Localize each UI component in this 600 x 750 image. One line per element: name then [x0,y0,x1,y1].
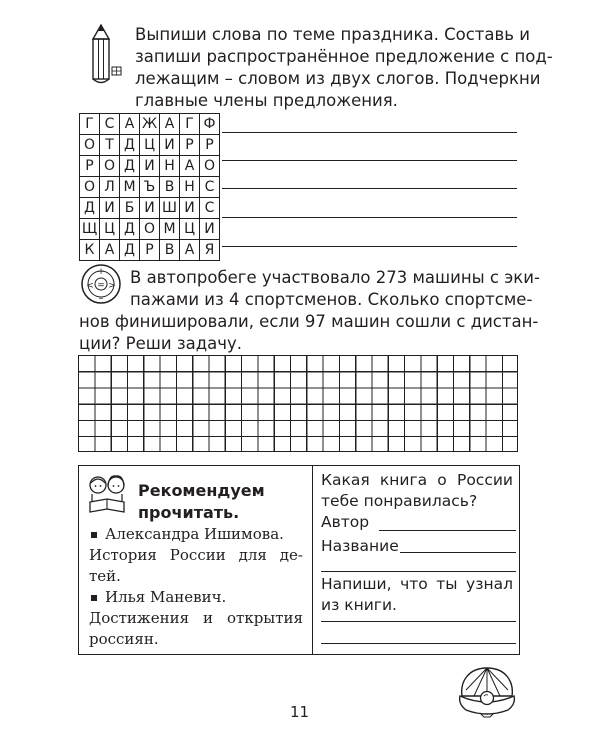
book-title: Достижения и открытия [89,609,303,627]
svg-text:–: – [98,293,104,304]
task1-line: запиши распространённое предложение с под- [135,47,553,66]
task2-text [130,267,540,311]
solution-grid[interactable] [78,355,518,452]
page-number: 11 [290,703,310,721]
answer-line[interactable] [321,571,516,572]
task1-line: лежащим – словом из двух слогов. Подчеркни [135,69,541,88]
book-title: История России для де- [89,546,303,564]
math-operations-icon [80,263,122,305]
book-title: тей. [89,567,121,585]
letter-cell[interactable]: Ъ [140,177,160,198]
letter-cell[interactable]: Л [100,177,120,198]
question-line: Какая книга о России [321,471,513,489]
letter-cell[interactable]: А [160,114,180,135]
letter-cell[interactable]: С [100,114,120,135]
letter-cell[interactable]: Н [180,177,200,198]
title-label: Название [321,537,399,555]
task2-line: ции? Реши задачу. [79,334,243,353]
letter-cell[interactable]: Ц [180,219,200,240]
letter-cell[interactable]: Н [160,156,180,177]
letter-cell[interactable]: В [160,177,180,198]
letter-grid-row [80,240,220,261]
learned-line: Напиши, что ты узнал [321,575,513,593]
letter-cell[interactable]: Я [200,240,220,261]
author-input-line[interactable] [379,530,516,531]
book-author: Илья Маневич. [105,588,227,606]
author-label: Автор [321,513,370,531]
title-input-line[interactable] [400,552,516,553]
answer-line[interactable] [222,132,517,133]
task1-text [135,24,553,112]
letter-cell[interactable]: Д [120,156,140,177]
letter-grid-row [80,135,220,156]
bullet-icon [91,595,97,601]
learned-block [321,574,513,616]
recommend-heading [138,480,265,524]
answer-line[interactable] [222,246,517,247]
letter-cell[interactable]: Р [180,135,200,156]
book-title: россиян. [89,630,159,648]
svg-text:<: < [86,281,94,291]
letter-cell[interactable]: О [200,156,220,177]
answer-line[interactable] [321,643,516,644]
task1-line: Выпиши слова по теме праздника. Составь и [135,25,530,44]
learned-line: из книги. [321,596,397,614]
question-block [321,470,513,512]
letter-cell[interactable]: Д [80,198,100,219]
answer-line[interactable] [222,188,517,189]
answer-line[interactable] [222,217,517,218]
letter-cell[interactable]: В [160,240,180,261]
letter-grid-row [80,156,220,177]
letter-cell[interactable]: А [180,156,200,177]
svg-text:=: = [97,280,105,291]
book-list [89,524,303,650]
letter-cell[interactable]: И [200,219,220,240]
svg-text:+: + [97,267,105,277]
letter-cell[interactable]: С [200,177,220,198]
letter-cell[interactable]: Ж [140,114,160,135]
book-item [89,587,303,608]
box-divider [312,465,313,655]
letter-grid-row [80,177,220,198]
letter-cell[interactable]: Б [120,198,140,219]
book-item [89,524,303,545]
svg-text:>: > [108,281,116,291]
task2-text-cont [79,311,539,355]
letter-cell[interactable]: О [100,156,120,177]
letter-grid [79,113,220,261]
task2-line: пажами из 4 спортсменов. Сколько спортсме- [130,290,533,309]
letter-cell[interactable]: Р [140,240,160,261]
letter-cell[interactable]: И [100,198,120,219]
shell-pearl-icon [454,662,520,718]
letter-cell[interactable]: О [80,135,100,156]
letter-cell[interactable]: К [80,240,100,261]
children-reading-icon [85,472,129,516]
letter-cell[interactable]: С [200,198,220,219]
letter-cell[interactable]: Ц [100,219,120,240]
letter-cell[interactable]: И [140,198,160,219]
answer-line[interactable] [321,621,516,622]
letter-cell[interactable]: Ф [200,114,220,135]
letter-cell[interactable]: Р [200,135,220,156]
letter-cell[interactable]: Д [120,219,140,240]
letter-cell[interactable]: А [180,240,200,261]
book-author: Александра Ишимова. [105,525,284,543]
letter-cell[interactable]: Д [120,240,140,261]
letter-grid-row [80,219,220,240]
letter-cell[interactable]: О [80,177,100,198]
letter-cell[interactable]: Ш [160,198,180,219]
question-line: тебе понравилась? [321,492,478,510]
letter-cell[interactable]: Щ [80,219,100,240]
letter-cell[interactable]: М [160,219,180,240]
letter-cell[interactable]: Р [80,156,100,177]
letter-grid-row [80,198,220,219]
letter-cell[interactable]: Г [80,114,100,135]
answer-line[interactable] [222,160,517,161]
letter-cell[interactable]: Т [100,135,120,156]
letter-cell[interactable]: И [180,198,200,219]
bullet-icon [91,532,97,538]
letter-grid-row [80,114,220,135]
letter-cell[interactable]: Д [120,135,140,156]
letter-cell[interactable]: И [140,156,160,177]
recommend-heading-line: Рекомендуем [138,481,265,500]
task1-line: главные члены предложения. [135,91,398,110]
letter-cell[interactable]: Ц [140,135,160,156]
letter-cell[interactable]: О [140,219,160,240]
letter-cell[interactable]: И [160,135,180,156]
task2-line: В автопробеге участвовало 273 машины с эки- [130,268,540,287]
letter-cell[interactable]: М [120,177,140,198]
pencil-icon [90,23,124,89]
letter-cell[interactable]: Г [180,114,200,135]
recommend-heading-line: прочитать. [138,503,240,522]
task2-line: нов финишировали, если 97 машин сошли с дистан- [79,312,539,331]
letter-cell[interactable]: А [120,114,140,135]
letter-cell[interactable]: А [100,240,120,261]
